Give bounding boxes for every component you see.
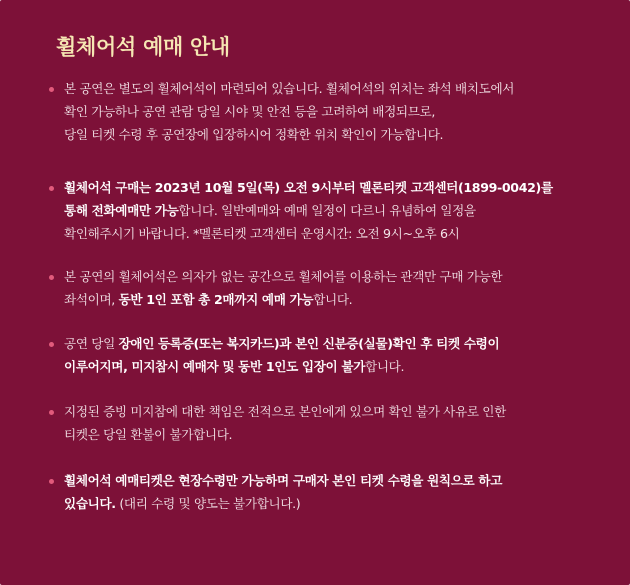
body-text: 본 공연은 별도의 휠체어석이 마련되어 있습니다. 휠체어석의 위치는 좌석 배치도에서 [64, 81, 515, 96]
body-text: 지정된 증빙 미지참에 대한 책임은 전적으로 본인에게 있으며 확인 불가 사유로 인한 [64, 404, 506, 419]
emphasis-text: 휠체어석 구매는 2023년 10월 5일(목) 오전 9시부터 멜론티켓 고객센터(1899-0042)를 [64, 180, 553, 195]
body-text: 좌석이며, [64, 292, 119, 307]
body-text: 당일 티켓 수령 후 공연장에 입장하시어 정확한 위치 확인이 가능합니다. [64, 127, 444, 142]
notice-line [64, 176, 624, 199]
notice-line [64, 100, 624, 123]
notice-text [64, 265, 624, 311]
emphasis-text: 있습니다. [64, 496, 116, 511]
body-text: 확인 가능하나 공연 관람 당일 시야 및 안전 등을 고려하여 배정되므로, [64, 104, 436, 119]
notice-line [64, 332, 624, 355]
emphasis-text: 동반 1인 포함 총 2매까지 예매 가능 [118, 292, 314, 307]
page-title: 휠체어석 예매 안내 [56, 35, 230, 59]
notice-text [64, 77, 624, 146]
body-text: (대리 수령 및 양도는 불가합니다.) [115, 496, 301, 511]
notice-text [64, 400, 624, 446]
bullet-dot-icon [49, 275, 54, 280]
notice-line [64, 492, 624, 515]
body-text: 합니다. 일반예매와 예매 일정이 다르니 유념하여 일정을 [178, 203, 476, 218]
notice-line [64, 123, 624, 146]
emphasis-text: 통해 전화예매만 가능 [64, 203, 179, 218]
bullet-dot-icon [49, 410, 54, 415]
notice-line [64, 199, 624, 222]
notice-line [64, 423, 624, 446]
notice-line [64, 222, 624, 245]
body-text: 공연 당일 [64, 336, 119, 351]
body-text: 합니다. [365, 359, 405, 374]
body-text: 확인해주시기 바랍니다. *멜론티켓 고객센터 운영시간: 오전 9시~오후 6시 [64, 226, 460, 241]
bullet-dot-icon [49, 87, 54, 92]
notice-text [64, 176, 624, 245]
notice-line [64, 265, 624, 288]
notice-line [64, 288, 624, 311]
notice-text [64, 332, 624, 378]
emphasis-text: 휠체어석 예매티켓은 현장수령만 가능하며 구매자 본인 티켓 수령을 원칙으로 하고 [64, 473, 503, 488]
bullet-dot-icon [49, 186, 54, 191]
notice-line [64, 355, 624, 378]
emphasis-text: 이루어지며, 미지참시 예매자 및 동반 1인도 입장이 불가 [64, 359, 366, 374]
bullet-dot-icon [49, 342, 54, 347]
body-text: 본 공연의 휠체어석은 의자가 없는 공간으로 휠체어를 이용하는 관객만 구매 가능한 [64, 269, 503, 284]
emphasis-text: 장애인 등록증(또는 복지카드)과 본인 신분증(실물)확인 후 티켓 수령이 [118, 336, 500, 351]
notice-line [64, 77, 624, 100]
notice-line [64, 400, 624, 423]
notice-text [64, 469, 624, 515]
body-text: 합니다. [313, 292, 353, 307]
body-text: 티켓은 당일 환불이 불가합니다. [64, 427, 233, 442]
bullet-dot-icon [49, 479, 54, 484]
notice-line [64, 469, 624, 492]
